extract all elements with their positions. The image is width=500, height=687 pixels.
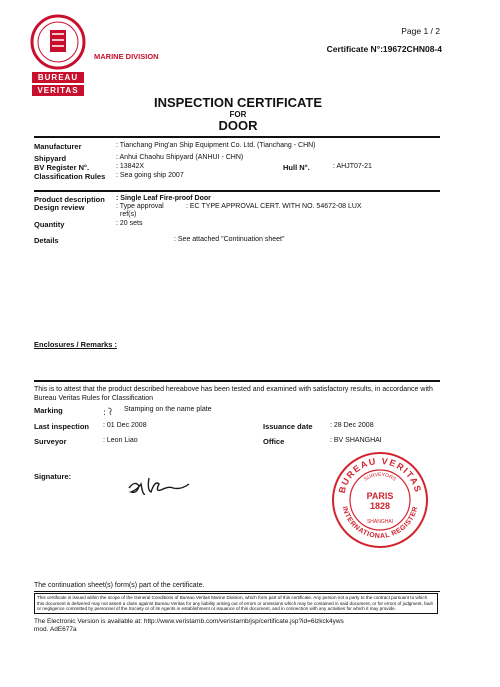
signature-image [125, 472, 195, 505]
bv-register-value: : 13842X [116, 163, 145, 170]
stamp-outer-text: BUREAU VERITAS [336, 455, 424, 495]
design-review-type: : Type approval [116, 203, 164, 210]
quantity-label: Quantity [34, 220, 65, 229]
bureau-veritas-stamp [330, 450, 430, 555]
office-value: : BV SHANGHAI [330, 437, 382, 444]
details-value: : See attached "Continuation sheet" [174, 236, 285, 243]
certificate-number: Certificate N°:19672CHN08-4 [326, 44, 442, 54]
continuation-note: The continuation sheet(s) form(s) part of the certificate. [34, 582, 205, 589]
stamp-office: SHANGHAI [366, 519, 394, 525]
last-inspection-value: : 01 Dec 2008 [103, 422, 147, 429]
issuance-label: Issuance date [263, 422, 313, 431]
stamp-inner-text: SURVEYORS [363, 471, 397, 483]
marking-symbol-icon [103, 404, 115, 422]
manufacturer-value: : Tianchang Ping'an Ship Equipment Co. Ltd. (Tianchang - CHN) [116, 142, 316, 149]
manufacturer-label: Manufacturer [34, 142, 82, 151]
classification-label: Classification Rules [34, 172, 106, 181]
shipyard-label: Shipyard [34, 154, 67, 163]
disclaimer-box [34, 593, 438, 614]
product-description-label: Product description [34, 195, 105, 204]
bv-register-label: BV Register N°. [34, 163, 90, 172]
logo-word-bureau: BUREAU [37, 73, 79, 82]
hull-label: Hull N°. [283, 163, 310, 172]
title-main: INSPECTION CERTIFICATE [153, 95, 323, 110]
marine-division: MARINE DIVISION [94, 52, 159, 61]
design-review-ref: ref(s) [120, 211, 137, 218]
hull-value: : AHJT07-21 [333, 163, 372, 170]
classification-value: : Sea going ship 2007 [116, 172, 184, 179]
electronic-version[interactable]: The Electronic Version is available at: http://www.veristarnb.com/veristarnb/jsp/certificate.jsp?id=6lzkck4yws [34, 618, 344, 625]
marking-label: Marking [34, 406, 63, 415]
svg-text::: : [103, 408, 107, 417]
design-review-label: Design review [34, 203, 85, 212]
divider-top [34, 136, 440, 138]
svg-text:SURVEYORS [363, 472, 397, 483]
title-product: DOOR [218, 118, 258, 133]
divider-attest [34, 380, 440, 382]
title-for: FOR [229, 110, 247, 119]
logo-word-veritas: VERITAS [37, 86, 79, 95]
attest-text: This is to attest that the product described hereabove has been tested and examined with satisfactory results, in accordance with Bureau Veritas Rules for Classification [34, 386, 433, 402]
surveyor-value: : Leon Liao [103, 437, 138, 444]
issuance-value: : 28 Dec 2008 [330, 422, 374, 429]
shipyard-value: : Anhui Chaohu Shipyard (ANHUI - CHN) [116, 154, 244, 161]
disclaimer-text: This certificate is issued within the scope of the General Conditions of Bureau Veritas Marine Division, which form part of this certificate. Any person not a party to the contract pursuant to which this document is delivered may not assert a claim against Bureau Veritas for any liability arising out of errors or omissions which may be contained in said document, or for errors of judgment, fault or negligence committed by personnel of the Society or of its Agents in establishment or issuance of this document, and in connection with any activities for which it may provide. [37, 595, 433, 612]
product-description-value: : Single Leaf Fire-proof Door [116, 195, 211, 202]
marking-value: Stamping on the name plate [124, 406, 212, 413]
form-code: mod. AdE677a [34, 626, 77, 633]
surveyor-label: Surveyor [34, 437, 67, 446]
stamp-city: PARIS [366, 491, 394, 501]
office-label: Office [263, 437, 285, 446]
signature-label: Signature: [34, 472, 72, 481]
divider-footer [34, 591, 440, 592]
design-review-cert: : EC TYPE APPROVAL CERT. WITH NO. 54672-08 LUX [186, 203, 362, 210]
details-label: Details [34, 236, 59, 245]
stamp-bottom-text: INTERNATIONAL REGISTER [340, 505, 420, 541]
divider-info [34, 190, 440, 192]
last-inspection-label: Last inspection [34, 422, 90, 431]
enclosures-label: Enclosures / Remarks : [34, 340, 117, 349]
stamp-year: 1828 [369, 501, 391, 511]
page-number: Page 1 / 2 [401, 26, 440, 36]
quantity-value: : 20 sets [116, 220, 143, 227]
